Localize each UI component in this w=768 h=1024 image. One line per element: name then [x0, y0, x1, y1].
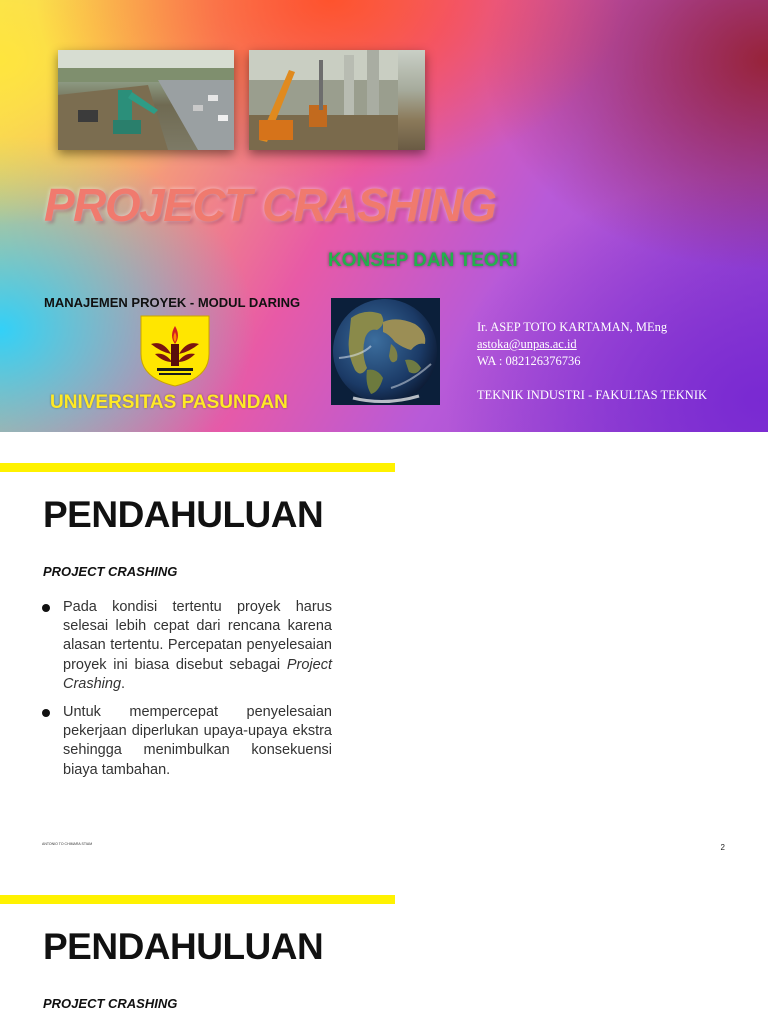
author-info [477, 319, 707, 404]
slide-subheading: PROJECT CRASHING [43, 564, 178, 579]
slide-pendahuluan-continued [0, 864, 768, 1024]
cover-slide [0, 0, 768, 432]
slide-footer: ANTONIO TO CHIMARA STIAM [42, 842, 93, 846]
bullet-list [42, 598, 332, 789]
construction-crane-photo [249, 50, 425, 150]
presentation-subtitle: KONSEP DAN TEORI [328, 250, 518, 271]
bullet-dot [42, 604, 50, 612]
slide-subheading: PROJECT CRASHING [43, 996, 178, 1011]
slide-pendahuluan [0, 432, 768, 864]
page-number: 2 [720, 843, 725, 852]
presentation-title: PROJECT CRASHING [44, 179, 496, 231]
bullet-text: Untuk mempercepat penyelesaian pekerjaan diperlukan upaya-upaya ekstra sehingga menimbulkan konsekuensi biaya tambahan. [63, 704, 332, 778]
author-whatsapp: WA : 082126376736 [477, 354, 581, 368]
university-logo [137, 314, 213, 388]
list-item [42, 703, 332, 780]
accent-bar [0, 463, 395, 472]
course-label: MANAJEMEN PROYEK - MODUL DARING [44, 295, 301, 310]
university-name: UNIVERSITAS PASUNDAN [50, 392, 288, 413]
slide-heading: PENDAHULUAN [43, 494, 324, 535]
author-email-link[interactable]: astoka@unpas.ac.id [477, 337, 577, 351]
accent-bar [0, 895, 395, 904]
list-item [42, 598, 332, 694]
bullet-tail: . [121, 675, 126, 692]
construction-excavator-photo [58, 50, 234, 150]
author-name: Ir. ASEP TOTO KARTAMAN, MEng [477, 320, 668, 334]
earth-globe-image [331, 298, 440, 405]
bullet-dot [42, 709, 50, 717]
bullet-text: Pada kondisi tertentu proyek harus selesai lebih cepat dari rencana karena alasan tertentu. Percepatan penyelesaian proyek ini biasa disebut sebagai [63, 599, 332, 673]
slide-heading: PENDAHULUAN [43, 926, 324, 967]
bullet-emphasis: Project Crashing [63, 656, 332, 692]
department-label: TEKNIK INDUSTRI - FAKULTAS TEKNIK [477, 388, 708, 402]
